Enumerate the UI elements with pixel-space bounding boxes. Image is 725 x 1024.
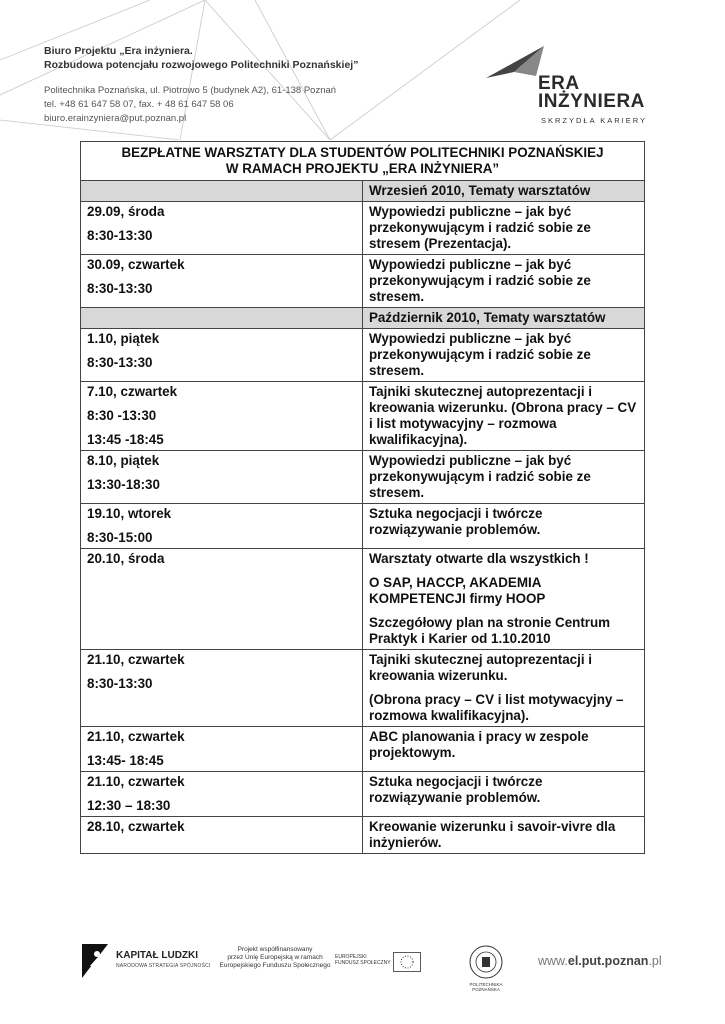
workshop-schedule-table — [80, 141, 645, 854]
topic-cell — [363, 817, 645, 854]
date-cell — [81, 202, 363, 255]
time-label: 8:30-15:00 — [87, 530, 153, 545]
table-row — [81, 549, 645, 650]
topic-text: Wypowiedzi publiczne – jak być przekonywującym i radzić sobie ze stresem. — [369, 453, 591, 500]
topic-cell — [363, 451, 645, 504]
logo-text-era: ERA — [538, 73, 580, 94]
cofinancing-note — [200, 946, 350, 970]
kapital-ludzki-title: KAPITAŁ LUDZKI — [116, 950, 199, 961]
date-label: 7.10, czwartek — [87, 384, 178, 399]
kapital-ludzki-subtitle: NARODOWA STRATEGIA SPÓJNOŚCI — [116, 963, 211, 969]
section-heading-row — [81, 181, 645, 202]
topic-text: Tajniki skutecznej autoprezentacji i kreowania wizerunku. (Obrona pracy – CV i list motywacyjny – rozmowa kwalifikacyjna). — [369, 384, 637, 447]
table-row — [81, 772, 645, 817]
table-row — [81, 329, 645, 382]
date-label: 19.10, wtorek — [87, 506, 172, 521]
time-label: 12:30 – 18:30 — [87, 798, 171, 813]
topic-text: Wypowiedzi publiczne – jak być przekonywującym i radzić sobie ze stresem. — [369, 331, 591, 378]
date-cell — [81, 451, 363, 504]
eu-flag-icon — [393, 952, 421, 972]
topic-text: Warsztaty otwarte dla wszystkich ! — [369, 551, 589, 566]
time-label: 13:30-18:30 — [87, 477, 160, 492]
time-label: 8:30-13:30 — [87, 281, 153, 296]
time-label: 8:30-13:30 — [87, 676, 153, 691]
topic-cell — [363, 504, 645, 549]
section-heading-empty-cell — [81, 181, 363, 202]
date-label: 28.10, czwartek — [87, 819, 185, 834]
topic-text: Sztuka negocjacji i twórcze rozwiązywanie problemów. — [369, 506, 543, 537]
header-email: biuro.erainzyniera@put.poznan.pl — [44, 113, 187, 124]
topic-text: (Obrona pracy – CV i list motywacyjny – rozmowa kwalifikacyjna). — [369, 692, 624, 723]
date-label: 21.10, czwartek — [87, 774, 185, 789]
time-label: 13:45- 18:45 — [87, 753, 164, 768]
date-label: 21.10, czwartek — [87, 729, 185, 744]
logo-tagline: SKRZYDŁA KARIERY — [541, 116, 648, 125]
cofinancing-line-1: Projekt współfinansowany — [237, 946, 313, 953]
topic-cell — [363, 727, 645, 772]
topic-text: Tajniki skutecznej autoprezentacji i kreowania wizerunku. — [369, 652, 592, 683]
topic-text: Szczegółowy plan na stronie Centrum Praktyk i Karier od 1.10.2010 — [369, 615, 611, 646]
table-row — [81, 817, 645, 854]
table-row — [81, 504, 645, 549]
section-heading: Październik 2010, Tematy warsztatów — [363, 308, 645, 329]
efs-line-2: FUNDUSZ SPOŁECZNY — [335, 960, 391, 966]
topic-cell — [363, 329, 645, 382]
efs-line-1: EUROPEJSKI — [335, 954, 367, 960]
table-title — [81, 142, 645, 181]
topic-text: O SAP, HACCP, AKADEMIA KOMPETENCJI firmy HOOP — [369, 575, 546, 606]
header-line-2: Rozbudowa potencjału rozwojowego Politechniki Poznańskiej” — [44, 59, 359, 71]
wing-logo-icon — [484, 46, 544, 86]
website-link[interactable]: www.el.put.poznan.pl — [538, 954, 662, 968]
topic-text: ABC planowania i pracy w zespole projektowym. — [369, 729, 589, 760]
header-line-1: Biuro Projektu „Era inżyniera. — [44, 45, 193, 57]
header-phone: tel. +48 61 647 58 07, fax. + 48 61 647 58 06 — [44, 99, 234, 110]
topic-text: Kreowanie wizerunku i savoir-vivre dla inżynierów. — [369, 819, 616, 850]
table-row — [81, 202, 645, 255]
date-cell — [81, 772, 363, 817]
date-label: 8.10, piątek — [87, 453, 160, 468]
table-title-line-2: W RAMACH PROJEKTU „ERA INŻYNIERA” — [225, 161, 500, 176]
time-label: 8:30 -13:30 — [87, 408, 157, 423]
topic-text: Wypowiedzi publiczne – jak być przekonywującym i radzić sobie ze stresem (Prezentacja). — [369, 204, 591, 251]
date-label: 1.10, piątek — [87, 331, 160, 346]
table-row — [81, 451, 645, 504]
university-seal-icon — [468, 944, 504, 980]
date-label: 20.10, środa — [87, 551, 165, 566]
date-label: 29.09, środa — [87, 204, 165, 219]
logo-text-inzyniera: INŻYNIERA — [538, 91, 645, 112]
section-heading-empty-cell — [81, 308, 363, 329]
date-cell — [81, 549, 363, 650]
efs-label — [335, 954, 391, 966]
date-cell — [81, 650, 363, 727]
era-inzyniera-logo — [484, 46, 649, 130]
date-cell — [81, 504, 363, 549]
time-label: 8:30-13:30 — [87, 228, 153, 243]
topic-cell — [363, 650, 645, 727]
section-heading-row — [81, 308, 645, 329]
table-title-row — [81, 142, 645, 181]
date-cell — [81, 329, 363, 382]
project-office-header — [44, 44, 358, 126]
cofinancing-line-2: przez Unię Europejską w ramach — [227, 954, 323, 961]
date-cell — [81, 255, 363, 308]
topic-text: Wypowiedzi publiczne – jak być przekonywującym i radzić sobie ze stresem. — [369, 257, 591, 304]
table-row — [81, 650, 645, 727]
topic-cell — [363, 549, 645, 650]
date-label: 30.09, czwartek — [87, 257, 185, 272]
topic-cell — [363, 382, 645, 451]
table-row — [81, 255, 645, 308]
table-row — [81, 727, 645, 772]
section-heading: Wrzesień 2010, Tematy warsztatów — [363, 181, 645, 202]
time-label: 13:45 -18:45 — [87, 432, 164, 447]
topic-cell — [363, 202, 645, 255]
cofinancing-line-3: Europejskiego Funduszu Społecznego — [219, 962, 331, 969]
time-label: 8:30-13:30 — [87, 355, 153, 370]
topic-text: Sztuka negocjacji i twórcze rozwiązywanie problemów. — [369, 774, 543, 805]
date-cell — [81, 817, 363, 854]
date-label: 21.10, czwartek — [87, 652, 185, 667]
table-row — [81, 382, 645, 451]
header-address: Politechnika Poznańska, ul. Piotrowo 5 (budynek A2), 61-138 Poznań — [44, 85, 337, 96]
kapital-ludzki-icon — [80, 940, 110, 980]
date-cell — [81, 382, 363, 451]
topic-cell — [363, 772, 645, 817]
date-cell — [81, 727, 363, 772]
footer: KAPITAŁ LUDZKI NARODOWA STRATEGIA SPÓJNOŚCI Projekt współfinansowany przez Unię Europejską w ramach Europejskiego Funduszu Społecznego EUROPEJSKI FUNDUSZ SPOŁECZNY POLITECHNIKA POZNAŃSKA www.el.put.poznan.pl — [80, 936, 646, 986]
table-title-line-1: BEZPŁATNE WARSZTATY DLA STUDENTÓW POLITECHNIKI POZNAŃSKIEJ — [121, 145, 604, 160]
topic-cell — [363, 255, 645, 308]
